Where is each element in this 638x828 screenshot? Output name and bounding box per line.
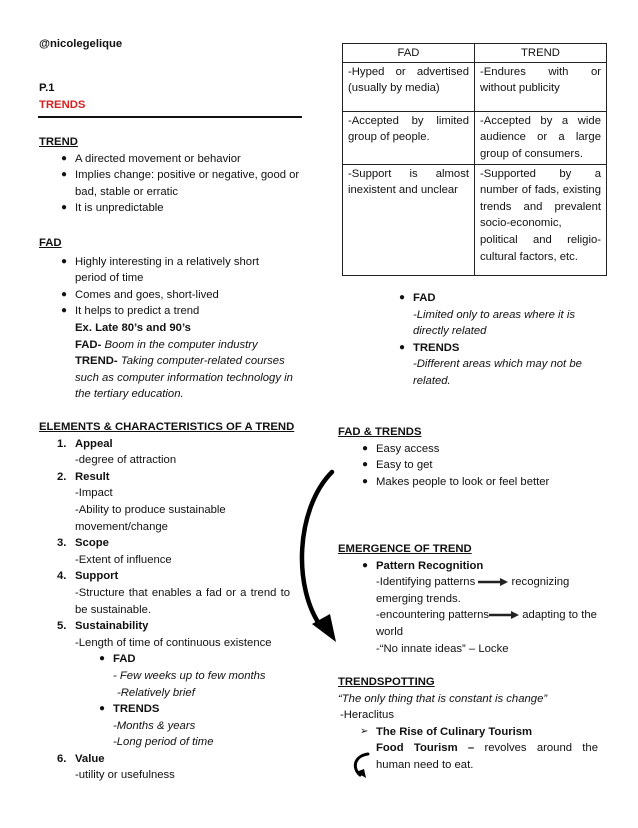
element-number: 5. bbox=[57, 620, 67, 633]
list-item: ● Easy access bbox=[362, 442, 440, 455]
table-cell: -Support is almost inexistent and unclear bbox=[343, 164, 475, 276]
quote-author: -Heraclitus bbox=[340, 709, 394, 722]
element-desc: -Length of time of continuous existence bbox=[75, 636, 272, 649]
emergence-text: adapting to the bbox=[522, 609, 597, 622]
fad-trends-section bbox=[338, 424, 618, 490]
list-item: ● Implies change: positive or negative, good or bad, stable or erratic bbox=[61, 169, 300, 198]
list-item-text: Highly interesting in a relatively short period of time bbox=[75, 255, 259, 285]
emergence-line bbox=[376, 574, 608, 591]
table-row bbox=[343, 111, 607, 164]
element-title: Appeal bbox=[75, 437, 113, 450]
title-divider bbox=[38, 116, 302, 118]
example-label: Ex. Late 80’s and 90’s bbox=[75, 321, 191, 334]
fad-example-label: FAD- bbox=[75, 338, 102, 351]
trendspotting-section bbox=[338, 674, 608, 774]
list-item: ● Comes and goes, short-lived bbox=[61, 288, 219, 301]
page-title: TRENDS bbox=[39, 99, 86, 111]
table-cell: -Endures with or without publicity bbox=[475, 62, 607, 111]
element-desc: -Extent of influence bbox=[75, 553, 172, 566]
page-label: P.1 bbox=[39, 82, 55, 94]
table-cell: -Hyped or advertised (usually by media) bbox=[343, 62, 475, 111]
fad-trends-heading: FAD & TRENDS bbox=[338, 426, 422, 438]
list-item: ● Pattern Recognition bbox=[362, 559, 484, 572]
trend-section bbox=[39, 134, 304, 217]
list-item: ● Easy to get bbox=[362, 459, 433, 472]
fad-heading: FAD bbox=[39, 237, 62, 249]
list-item: ➢ The Rise of Culinary Tourism bbox=[360, 725, 533, 738]
heraclitus-quote: “The only thing that is constant is change” bbox=[338, 692, 548, 705]
food-tourism-label: Food Tourism – bbox=[376, 742, 475, 755]
emergence-text: -encountering patterns bbox=[376, 609, 490, 622]
elements-heading: ELEMENTS & CHARACTERISTICS OF A TREND bbox=[39, 421, 295, 433]
list-item-text: It is unpredictable bbox=[75, 202, 164, 215]
arrow-right-icon bbox=[489, 611, 519, 619]
emergence-text: recognizing bbox=[511, 576, 570, 589]
table-header: FAD bbox=[343, 44, 475, 63]
list-item-text: It helps to predict a trend bbox=[75, 305, 200, 318]
list-item: ● Makes people to look or feel better bbox=[362, 475, 550, 488]
element-number: 4. bbox=[57, 570, 67, 583]
emergence-text: world bbox=[376, 625, 403, 638]
fad-section bbox=[39, 235, 304, 403]
author-handle: @nicolegelique bbox=[39, 38, 123, 50]
list-item: ● Highly interesting in a relatively short period of time bbox=[61, 255, 259, 285]
table-row bbox=[343, 62, 607, 111]
trend-example bbox=[75, 353, 307, 403]
food-tourism-text: revolves around the human need to eat. bbox=[376, 742, 599, 771]
list-item: ● A directed movement or behavior bbox=[61, 152, 241, 165]
element-item bbox=[57, 618, 309, 635]
scope-fad-label: FAD bbox=[413, 292, 436, 304]
fad-example bbox=[75, 337, 304, 354]
fad-example-text: Boom in the computer industry bbox=[104, 338, 258, 351]
trend-example-label: TREND- bbox=[75, 355, 118, 368]
emergence-text: emerging trends. bbox=[376, 592, 461, 605]
food-tourism-def bbox=[376, 740, 598, 773]
element-item bbox=[57, 535, 309, 552]
list-item-text: Implies change: positive or negative, good or bad, stable or erratic bbox=[75, 169, 300, 198]
element-desc: -Structure that enables a fad or a trend to be sustainable. bbox=[75, 586, 290, 616]
list-item: ● FAD bbox=[99, 653, 136, 666]
trend-heading: TREND bbox=[39, 136, 78, 148]
element-number: 1. bbox=[57, 437, 67, 450]
arrow-right-icon bbox=[478, 578, 508, 586]
list-item: ● TRENDS bbox=[399, 341, 460, 354]
table-cell: -Accepted by a wide audience or a large group of consumers. bbox=[475, 111, 607, 164]
scope-trends-label: TRENDS bbox=[413, 341, 460, 354]
table-header: TREND bbox=[475, 44, 607, 63]
element-number: 3. bbox=[57, 537, 67, 550]
curved-arrow-icon bbox=[296, 468, 344, 648]
emergence-section bbox=[338, 541, 608, 657]
table-row bbox=[343, 164, 607, 276]
curved-arrow-small-icon bbox=[350, 750, 374, 780]
element-number: 6. bbox=[57, 752, 67, 765]
element-item bbox=[57, 469, 309, 486]
list-item: ● It helps to predict a trend bbox=[61, 305, 200, 318]
table-cell: -Accepted by limited group of people. bbox=[343, 111, 475, 164]
element-title: Result bbox=[75, 470, 110, 483]
element-item bbox=[57, 436, 309, 453]
scope-trends-text: -Different areas which may not be related. bbox=[413, 358, 582, 387]
scope-notes bbox=[399, 290, 593, 390]
element-number: 2. bbox=[57, 470, 67, 483]
element-desc: -Impact bbox=[75, 487, 113, 500]
trendspotting-heading: TRENDSPOTTING bbox=[338, 676, 435, 688]
list-item-text: Makes people to look or feel better bbox=[376, 475, 550, 488]
sustain-fad-line: - Few weeks up to few months bbox=[113, 669, 266, 682]
sustainability-details bbox=[99, 651, 309, 751]
element-item bbox=[57, 751, 309, 768]
sustain-trend-line: -Long period of time bbox=[113, 736, 214, 749]
pattern-recognition-title: Pattern Recognition bbox=[376, 559, 484, 572]
list-item: ● It is unpredictable bbox=[61, 202, 164, 215]
element-title: Scope bbox=[75, 537, 109, 550]
sustain-trend-label: TRENDS bbox=[113, 703, 160, 716]
culinary-tourism-heading: The Rise of Culinary Tourism bbox=[376, 725, 533, 738]
element-item bbox=[57, 568, 309, 585]
elements-section bbox=[39, 419, 309, 784]
list-item-text: Comes and goes, short-lived bbox=[75, 288, 219, 301]
element-title: Support bbox=[75, 570, 119, 583]
fad-trend-table bbox=[342, 43, 607, 276]
table-header-row bbox=[343, 44, 607, 63]
list-item-text: Easy to get bbox=[376, 459, 433, 472]
locke-quote: -“No innate ideas” – Locke bbox=[376, 642, 509, 655]
list-item-text: A directed movement or behavior bbox=[75, 152, 241, 165]
element-desc: -utility or usefulness bbox=[75, 769, 175, 782]
sustain-fad-line: -Relatively brief bbox=[117, 686, 195, 699]
element-title: Sustainability bbox=[75, 620, 149, 633]
element-desc: -degree of attraction bbox=[75, 454, 177, 467]
list-item: ● FAD bbox=[399, 292, 436, 304]
list-item: ● TRENDS bbox=[99, 703, 160, 716]
emergence-text: -Identifying patterns bbox=[376, 576, 476, 589]
emergence-line bbox=[376, 607, 608, 624]
trend-example-text: Taking computer-related courses such as computer information technology in the tertiary education. bbox=[75, 355, 293, 401]
sustain-fad-label: FAD bbox=[113, 653, 136, 666]
element-title: Value bbox=[75, 752, 105, 765]
emergence-heading: EMERGENCE OF TREND bbox=[338, 543, 472, 555]
element-desc: -Ability to produce sustainable movement/change bbox=[75, 503, 226, 533]
sustain-trend-line: -Months & years bbox=[113, 719, 196, 732]
list-item-text: Easy access bbox=[376, 442, 440, 455]
table-cell: -Supported by a number of fads, existing trends and prevalent socio-economic, political and religio-cultural factors, etc. bbox=[475, 164, 607, 276]
scope-fad-text: -Limited only to areas where it is directly related bbox=[413, 308, 575, 338]
